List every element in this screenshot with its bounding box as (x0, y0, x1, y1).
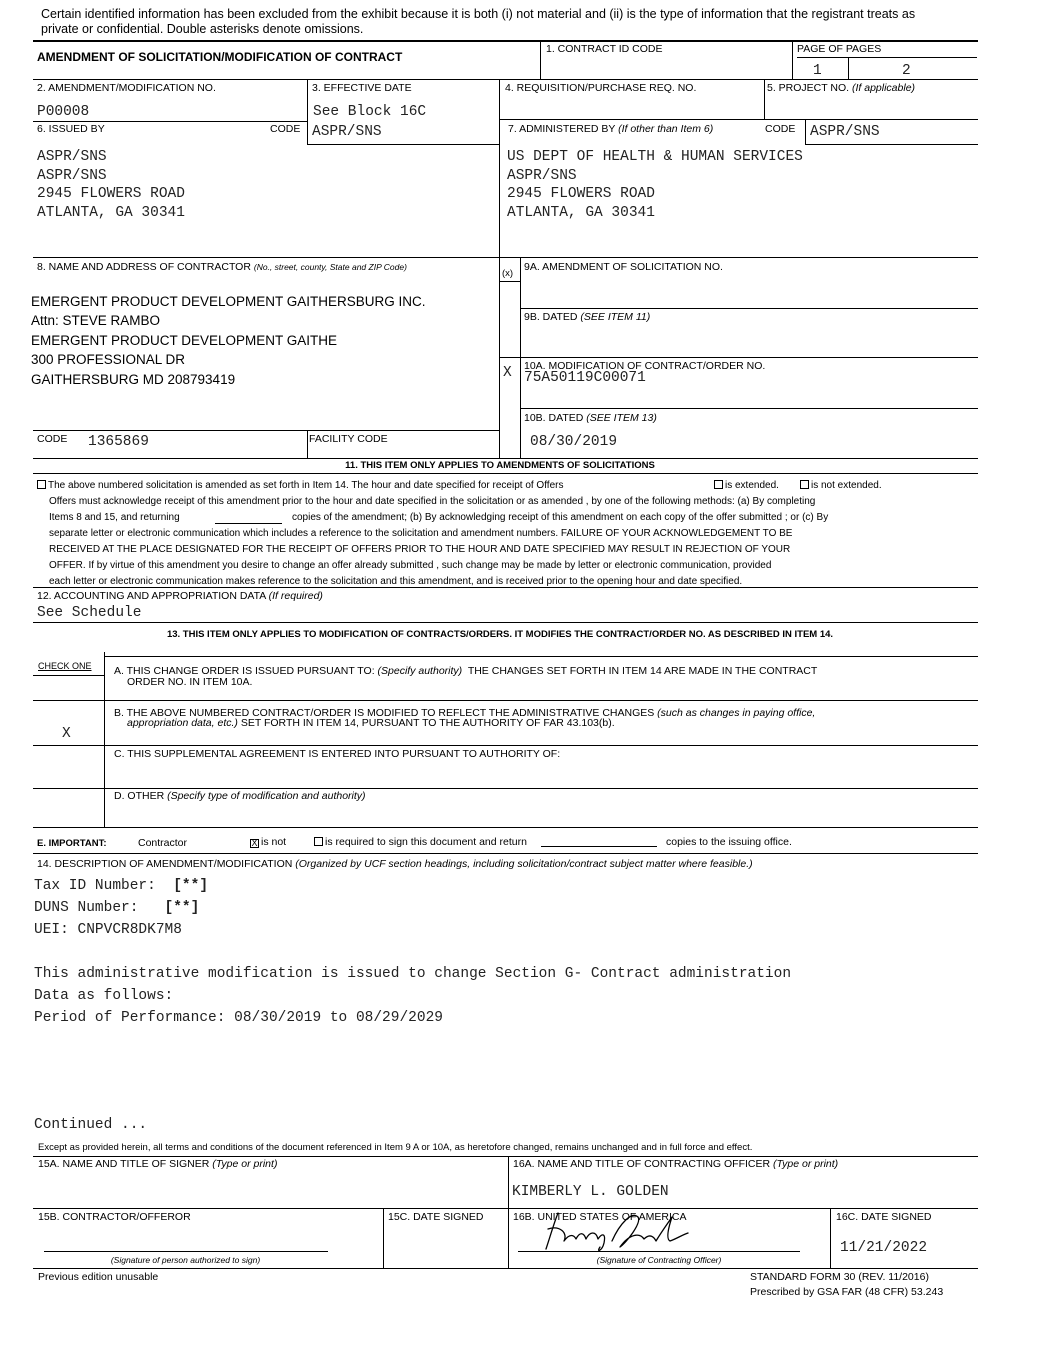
administered-by-line: US DEPT OF HEALTH & HUMAN SERVICES (507, 149, 803, 165)
item-13b-note-2: appropriation data, etc.) (127, 717, 238, 729)
page-of-pages-label: PAGE OF PAGES (797, 43, 882, 55)
administered-by-label: 7. ADMINISTERED BY (508, 123, 616, 135)
check-one-label: CHECK ONE (38, 661, 92, 671)
divider (499, 281, 521, 282)
divider (508, 1156, 509, 1269)
block-10b-value: 08/30/2019 (530, 434, 618, 450)
divider (307, 79, 308, 145)
item-11-line-3b: copies of the amendment; (b) By acknowledging receipt of this amendment on each copy of the offer submitted ; or (c) By (292, 512, 829, 523)
effective-date-value: See Block 16C (313, 104, 427, 120)
description-para-2: Data as follows: (34, 988, 174, 1004)
divider (792, 41, 793, 79)
item-13d-note: (Specify type of modification and authority) (167, 790, 366, 802)
divider (307, 430, 308, 458)
officer-date-signed-label: 16C. DATE SIGNED (836, 1211, 932, 1223)
divider (33, 1208, 978, 1209)
block-10b-note: (SEE ITEM 13) (586, 412, 657, 424)
contractor-line: GAITHERSBURG MD 208793419 (31, 371, 236, 387)
is-not-checkbox[interactable]: X (251, 838, 258, 848)
contractor-signature-line[interactable] (44, 1251, 328, 1252)
except-statement: Except as provided herein, all terms and conditions of the document referenced in Item 9 A or 10A, as heretofore changed, remains unchanged and in full force and effect. (38, 1142, 753, 1153)
officer-name-value: KIMBERLY L. GOLDEN (512, 1184, 669, 1200)
issued-by-address (37, 148, 185, 222)
item-13b-note: (such as changes in paying office, (657, 707, 816, 719)
project-no-label: 5. PROJECT NO. (767, 82, 850, 94)
block-10a-value: 75A50119C00071 (524, 370, 646, 386)
contractor-code-label: CODE (37, 433, 68, 445)
divider (33, 675, 105, 676)
administered-by-note: (If other than Item 6) (618, 123, 714, 135)
block-9b-note: (SEE ITEM 11) (580, 311, 651, 323)
divider (104, 652, 105, 828)
facility-code-label: FACILITY CODE (309, 433, 388, 445)
divider (33, 622, 978, 623)
total-pages: 2 (902, 63, 911, 79)
issued-by-code: ASPR/SNS (312, 124, 382, 140)
standard-form-label: STANDARD FORM 30 (REV. 11/2016) (750, 1271, 929, 1283)
copies-blank[interactable] (215, 523, 282, 524)
divider (805, 144, 978, 145)
divider (33, 827, 978, 828)
copies-return-blank[interactable] (541, 846, 657, 847)
description-para-3: Period of Performance: 08/30/2019 to 08/29/2029 (34, 1010, 443, 1026)
important-label: E. IMPORTANT: (37, 838, 107, 849)
signer-name-note: (Type or print) (212, 1158, 278, 1170)
item-11-line-2: Offers must acknowledge receipt of this amendment prior to the hour and date specified in the solicitation or as amended , by one of the following methods: (a) By completing (49, 496, 816, 507)
officer-name-label: 16A. NAME AND TITLE OF CONTRACTING OFFICER (513, 1158, 771, 1170)
officer-signature-caption: (Signature of Contracting Officer) (596, 1255, 722, 1265)
solicitation-amended-checkbox[interactable] (37, 480, 46, 489)
contractor-line: Attn: STEVE RAMBO (31, 313, 161, 329)
amendment-no-label: 2. AMENDMENT/MODIFICATION NO. (37, 82, 216, 94)
item-11-title: 11. THIS ITEM ONLY APPLIES TO AMENDMENTS OF SOLICITATIONS (345, 460, 655, 471)
item-13a-line-2: ORDER NO. IN ITEM 10A. (127, 676, 253, 688)
effective-date-label: 3. EFFECTIVE DATE (312, 82, 412, 94)
divider (33, 700, 978, 701)
item-13-title: 13. THIS ITEM ONLY APPLIES TO MODIFICATION OF CONTRACTS/ORDERS. IT MODIFIES THE CONTRACT/ORDER NO. AS DESCRIBED IN ITEM 14. (166, 629, 834, 640)
divider (33, 788, 978, 789)
item-13b-line-2: SET FORTH IN ITEM 14, PURSUANT TO THE AUTHORITY OF FAR 43.103(b). (240, 717, 615, 729)
important-contractor: Contractor (138, 837, 188, 849)
divider (33, 587, 978, 588)
contractor-line: EMERGENT PRODUCT DEVELOPMENT GAITHE (31, 332, 338, 348)
project-no-note: (If applicable) (852, 82, 916, 94)
tax-id-value: [**] (173, 878, 209, 894)
description-para-1: This administrative modification is issued to change Section G- Contract administration (34, 966, 792, 982)
handwritten-signature-image (540, 1203, 690, 1255)
divider (33, 430, 500, 431)
item-12-value: See Schedule (37, 605, 142, 621)
item-14-note: (Organized by UCF section headings, including solicitation/contract subject matter where feasible.) (295, 858, 753, 870)
divider (797, 57, 977, 58)
block-9a-label: 9A. AMENDMENT OF SOLICITATION NO. (524, 261, 723, 273)
item-13a-text: A. THIS CHANGE ORDER IS ISSUED PURSUANT TO: (114, 665, 375, 677)
divider (33, 853, 978, 854)
item-12-label: 12. ACCOUNTING AND APPROPRIATION DATA (37, 590, 266, 602)
requisition-no-label: 4. REQUISITION/PURCHASE REQ. NO. (505, 82, 697, 94)
divider (33, 473, 978, 474)
is-not-label: is not (261, 836, 287, 848)
block-10a-label: 10A. MODIFICATION OF CONTRACT/ORDER NO. (524, 360, 766, 372)
item-13d-text: D. OTHER (114, 790, 165, 802)
block-10a-mark: X (503, 365, 512, 381)
item-11-line-6: OFFER. If by virtue of this amendment you desire to change an offer already submitted , such change may be made by letter or electronic communication, provided (49, 560, 772, 571)
item-13b-text: B. THE ABOVE NUMBERED CONTRACT/ORDER IS MODIFIED TO REFLECT THE ADMINISTRATIVE CHANGES (114, 707, 655, 719)
confidentiality-notice (41, 7, 915, 37)
divider (33, 458, 978, 459)
contractor-signature-caption: (Signature of person authorized to sign) (110, 1255, 261, 1265)
divider (540, 41, 541, 79)
tax-id-label: Tax ID Number: (34, 878, 156, 894)
issued-by-code-label: CODE (270, 123, 301, 135)
administered-by-line: ASPR/SNS (507, 167, 577, 184)
administered-by-address (507, 148, 803, 222)
item-14-description (34, 875, 791, 1029)
issued-by-line: ASPR/SNS (37, 149, 107, 165)
item-13a-text-2: THE CHANGES SET FORTH IN ITEM 14 ARE MADE IN THE CONTRACT (467, 665, 818, 677)
administered-by-line: 2945 FLOWERS ROAD (507, 186, 655, 203)
contractor-line: EMERGENT PRODUCT DEVELOPMENT GAITHERSBURG INC. (31, 294, 426, 309)
item-11-line-4: separate letter or electronic communication which includes a reference to the solicitation and amendment numbers. FAILURE OF YOUR ACKNOWLEDGEMENT TO BE (49, 528, 793, 539)
divider (33, 79, 978, 80)
is-not-extended-label: is not extended. (811, 480, 882, 491)
divider (33, 1268, 978, 1269)
united-states-label: 16B. UNITED STATES OF AMERICA (513, 1211, 687, 1223)
divider (499, 357, 978, 358)
divider (33, 121, 308, 122)
is-extended-label: is extended. (725, 480, 779, 491)
item-11-line-5: RECEIVED AT THE PLACE DESIGNATED FOR THE RECEIPT OF OFFERS PRIOR TO THE HOUR AND DATE SPECIFIED MAY RESULT IN REJECTION OF YOUR (49, 544, 791, 555)
uei-line: UEI: CNPVCR8DK7M8 (34, 922, 182, 938)
divider (33, 257, 500, 258)
issued-by-line: ASPR/SNS (37, 167, 107, 184)
divider (104, 656, 978, 657)
is-required-label: is required to sign this document and return (325, 836, 527, 848)
item-12-note: (If required) (268, 590, 323, 602)
administered-by-line: ATLANTA, GA 30341 (507, 204, 655, 221)
is-extended-checkbox[interactable] (714, 480, 723, 489)
divider (764, 79, 765, 119)
issued-by-line: 2945 FLOWERS ROAD (37, 186, 185, 203)
divider (307, 144, 500, 145)
item-14-label: 14. DESCRIPTION OF AMENDMENT/MODIFICATION (37, 858, 293, 870)
item-11-line-1: The above numbered solicitation is amended as set forth in Item 14. The hour and date specified for receipt of Offers (48, 480, 564, 491)
divider (383, 1208, 384, 1269)
page-number: 1 (813, 63, 822, 79)
duns-label: DUNS Number: (34, 900, 139, 916)
issued-by-label: 6. ISSUED BY (37, 123, 105, 135)
top-border (33, 40, 978, 42)
divider (499, 79, 500, 458)
previous-edition-note: Previous edition unusable (38, 1271, 159, 1283)
copies-label: copies to the issuing office. (666, 836, 792, 848)
x-column-label: (x) (502, 268, 514, 279)
duns-value: [**] (164, 900, 200, 916)
divider (520, 408, 978, 409)
signer-name-label: 15A. NAME AND TITLE OF SIGNER (38, 1158, 210, 1170)
divider (520, 308, 978, 309)
contract-id-label: 1. CONTRACT ID CODE (546, 43, 663, 55)
item-13c-text: C. THIS SUPPLEMENTAL AGREEMENT IS ENTERED INTO PURSUANT TO AUTHORITY OF: (114, 748, 561, 760)
block-9b-label: 9B. DATED (524, 311, 578, 323)
contractor-line: 300 PROFESSIONAL DR (31, 352, 186, 368)
notice-line-1: Certain identified information has been excluded from the exhibit because it is both (i) not material and (ii) is the type of information that the registrant treats as (41, 7, 916, 21)
is-not-extended-checkbox[interactable] (800, 480, 809, 489)
item-11-line-3a: Items 8 and 15, and returning (49, 512, 180, 523)
divider (33, 745, 978, 746)
prescribed-by-label: Prescribed by GSA FAR (48 CFR) 53.243 (750, 1286, 944, 1298)
issued-by-line: ATLANTA, GA 30341 (37, 204, 185, 221)
divider (830, 1208, 831, 1269)
contractor-label-note: (No., street, county, State and ZIP Code) (253, 262, 407, 272)
divider (499, 257, 978, 258)
contractor-label: 8. NAME AND ADDRESS OF CONTRACTOR (37, 261, 251, 273)
block-10b-label: 10B. DATED (524, 412, 584, 424)
contractor-address (31, 292, 426, 389)
divider (499, 119, 978, 120)
item-13b-mark: X (62, 726, 71, 742)
officer-date-signed-value: 11/21/2022 (840, 1240, 928, 1256)
item-11-line-7: each letter or electronic communication makes reference to the solicitation and this amendment, and is received prior to the opening hour and date specified. (49, 576, 743, 587)
divider (805, 119, 806, 144)
contractor-date-signed-label: 15C. DATE SIGNED (388, 1211, 484, 1223)
officer-name-note: (Type or print) (773, 1158, 839, 1170)
is-required-checkbox[interactable] (314, 837, 323, 846)
amendment-no-value: P00008 (37, 104, 90, 120)
administered-by-code: ASPR/SNS (810, 124, 880, 140)
divider (33, 1156, 978, 1157)
contractor-code: 1365869 (88, 434, 149, 450)
administered-by-code-label: CODE (765, 123, 796, 135)
item-13a-note: (Specify authority) (377, 665, 463, 677)
form-title: AMENDMENT OF SOLICITATION/MODIFICATION OF CONTRACT (37, 50, 403, 64)
divider (848, 58, 849, 79)
notice-line-2: private or confidential. Double asterisks denote omissions. (41, 22, 364, 36)
contractor-offeror-label: 15B. CONTRACTOR/OFFEROR (38, 1211, 191, 1223)
continued-label: Continued ... (34, 1117, 148, 1133)
